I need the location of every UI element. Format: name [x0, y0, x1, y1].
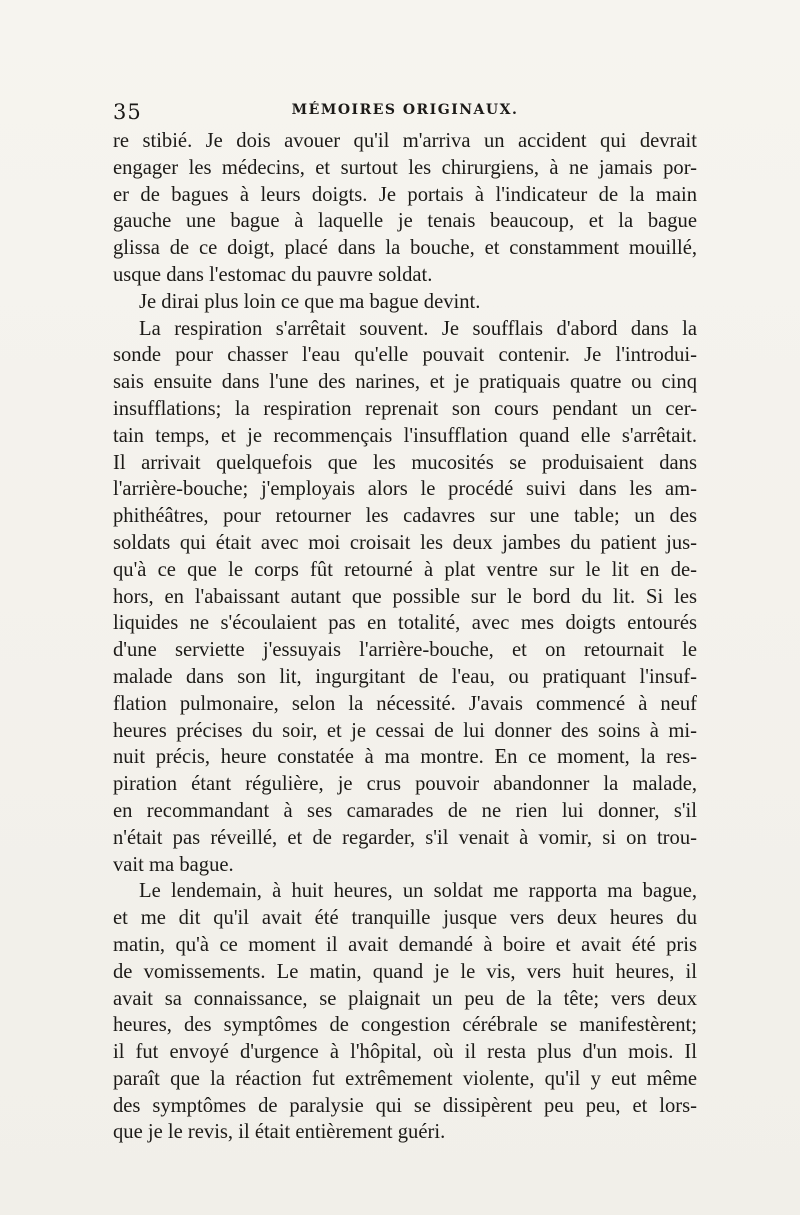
text-line: piration étant régulière, je crus pouvoir abandonner la malade,: [113, 773, 697, 796]
text-line: engager les médecins, et surtout les chirurgiens, à ne jamais por-: [113, 156, 697, 179]
text-line: il fut envoyé d'urgence à l'hôpital, où il resta plus d'un mois. Il: [113, 1041, 697, 1064]
text-line: matin, qu'à ce moment il avait demandé à boire et avait été pris: [113, 933, 697, 956]
text-line: glissa de ce doigt, placé dans la bouche, et constamment mouillé,: [113, 237, 697, 260]
text-line: re stibié. Je dois avouer qu'il m'arriva un accident qui devrait: [113, 130, 697, 152]
text-line: sais ensuite dans l'une des narines, et je pratiquais quatre ou cinq: [113, 371, 697, 394]
running-head: MÉMOIRES ORIGINAUX.: [291, 102, 519, 118]
text-line: soldats qui était avec moi croisait les deux jambes du patient jus-: [113, 531, 697, 554]
text-line: que je le revis, il était entièrement guéri.: [113, 1121, 446, 1144]
text-line: avait sa connaissance, se plaignait un peu de la tête; vers deux: [113, 987, 697, 1010]
text-line: nuit précis, heure constatée à ma montre. En ce moment, la res-: [113, 746, 697, 769]
text-line: en recommandant à ses camarades de ne rien lui donner, s'il: [113, 799, 697, 822]
text-line: Je dirai plus loin ce que ma bague devint.: [139, 290, 481, 313]
text-line: La respiration s'arrêtait souvent. Je soufflais d'abord dans la: [139, 317, 697, 340]
text-line: de vomissements. Le matin, quand je le vis, vers huit heures, il: [113, 960, 697, 983]
text-line: phithéâtres, pour retourner les cadavres sur une table; un des: [113, 505, 697, 528]
text-line: des symptômes de paralysie qui se dissipèrent peu peu, et lors-: [113, 1094, 697, 1117]
text-line: paraît que la réaction fut extrêmement violente, qu'il y eut même: [113, 1067, 697, 1090]
page-number: 35: [113, 100, 142, 124]
text-line: Le lendemain, à huit heures, un soldat me rapporta ma bague,: [139, 880, 697, 903]
text-line: usque dans l'estomac du pauvre soldat.: [113, 263, 433, 286]
text-line: d'une serviette j'essuyais l'arrière-bouche, et on retournait le: [113, 639, 697, 662]
text-line: sonde pour chasser l'eau qu'elle pouvait contenir. Je l'introdui-: [113, 344, 697, 367]
text-line: et me dit qu'il avait été tranquille jusque vers deux heures du: [113, 907, 697, 930]
text-line: n'était pas réveillé, et de regarder, s'il venait à vomir, si on trou-: [113, 826, 697, 849]
text-line: heures, des symptômes de congestion cérébrale se manifestèrent;: [113, 1014, 697, 1037]
text-line: l'arrière-bouche; j'employais alors le procédé suivi dans les am-: [113, 478, 697, 501]
text-line: gauche une bague à laquelle je tenais beaucoup, et la bague: [113, 210, 697, 233]
text-line: flation pulmonaire, selon la nécessité. J'avais commencé à neuf: [113, 692, 697, 715]
text-line: hors, en l'abaissant autant que possible sur le bord du lit. Si les: [113, 585, 697, 608]
text-line: vait ma bague.: [113, 853, 234, 876]
text-line: insufflations; la respiration reprenait son cours pendant un cer-: [113, 397, 697, 420]
body-text: [113, 128, 697, 1146]
text-line: tain temps, et je recommençais l'insufflation quand elle s'arrêtait.: [113, 424, 697, 447]
text-line: Il arrivait quelquefois que les mucosités se produisaient dans: [113, 451, 697, 474]
text-line: liquides ne s'écoulaient pas en totalité, avec mes doigts entourés: [113, 612, 697, 635]
text-line: qu'à ce que le corps fût retourné à plat ventre sur le lit en de-: [113, 558, 697, 581]
text-line: heures précises du soir, et je cessai de lui donner des soins à mi-: [113, 719, 697, 742]
text-line: er de bagues à leurs doigts. Je portais à l'indicateur de la main: [113, 183, 697, 206]
text-line: malade dans son lit, ingurgitant de l'eau, ou pratiquant l'insuf-: [113, 665, 697, 688]
page-header: [113, 100, 697, 124]
